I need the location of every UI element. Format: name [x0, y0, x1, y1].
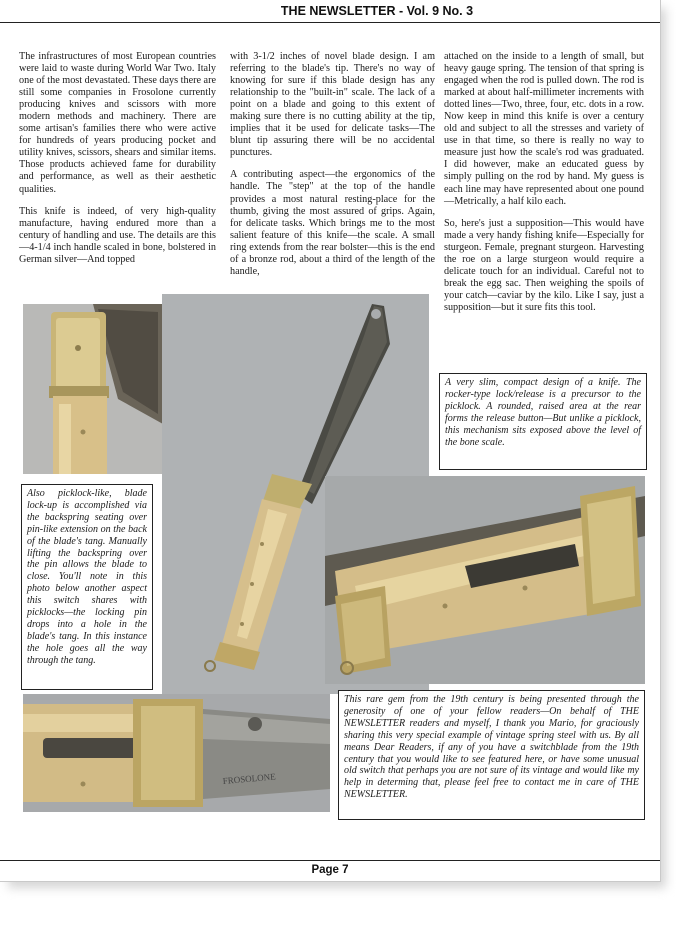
- caption-picklock: Also picklock-like, blade lock-up is accomplished via the backspring seating over pin-like extension on the back of the blade's tang. Manually lifting the backspring over the pin allows the blade to close. You'll note in this photo below another aspect this switch shares with picklocks—the locking pin drops into a hole in the blade's tang. In this instance the hole goes all the way through the tang.: [21, 484, 153, 690]
- photo-bolster-closeup: [23, 304, 163, 474]
- text-column-3: [444, 51, 644, 324]
- photo-knife-closed: [325, 476, 645, 684]
- header-rule: [0, 22, 660, 23]
- caption-rocker-lock: A very slim, compact design of a knife. The rocker-type lock/release is a precursor to the picklock. A rounded, raised area at the rear forms the release button—But unlike a picklock, this mechanism sits exposed above the level of the bone scale.: [439, 373, 647, 470]
- text-column-2: [230, 51, 435, 288]
- paragraph: with 3-1/2 inches of novel blade design. I am referring to the blade's tip. There's no way of knowing for sure if this blade design has any relationship to the "built-in" scale. The lack of a point on a blade and going to this extent of making sure there is no cutting ability at the tip, implies that it be used for delicate tasks—The blunt tip assuring there will be no accidental punctures.: [230, 51, 435, 159]
- text-column-1: [19, 51, 216, 276]
- footer-rule: [0, 860, 660, 861]
- blade-stamp-text: FROSOLONE: [222, 771, 276, 786]
- paragraph: The infrastructures of most European countries were laid to waste during World War Two. Italy one of the most devastated. These days there are still some companies in Frosolone currently producing knives and scissors with more modern methods and machinery. There are some artisan's families there who were active for hundreds of years producing pocket and utility knives, scissors, shears and similar items. Those products achieved fame for durability and performance, as well as their aesthetic qualities.: [19, 51, 216, 195]
- photo-blade-stamp: [23, 694, 330, 812]
- paragraph: So, here's just a supposition—This would have made a very handy fishing knife—Especially for sturgeon. Female, pregnant sturgeon. Harvesting the roe on a large sturgeon would require a delicate touch for an individual. Careful not to break the egg sac. Then weighing the spoils of your catch—caviar by the kilo. Like I say, just a supposition—but it sure fits this tool.: [444, 217, 644, 313]
- paragraph: attached on the inside to a length of small, but heavy gauge spring. The tension of that spring is engaged when the rod is pulled down. The rod is marked at about half-millimeter increments with dotted lines—Two, three, four, etc. dots in a row. Now keep in mind this knife is over a century old and subject to all the stresses and variety of use in that time, so there is really no way to measure just how the scale's rod was graduated. I did however, make an educated guess by simply pulling on the rod by hand. My guess is each line may have represented about one pound—Metrically, a half kilo each.: [444, 51, 644, 207]
- page-number: Page 7: [311, 864, 349, 876]
- page-header-title: THE NEWSLETTER - Vol. 9 No. 3: [280, 4, 474, 18]
- paragraph: A contributing aspect—the ergonomics of the handle. The "step" at the top of the handle provides a most natural resting-place for the thumb, giving the most assured of grips. Again, for delicate tasks. Which brings me to the most salient feature of this knife—the scale. A small ring extends from the rear bolster—this is the end of a bronze rod, about a third of the length of the handle,: [230, 169, 435, 277]
- caption-rare-gem: This rare gem from the 19th century is being presented through the generosity of one of your fellow readers—On behalf of THE NEWSLETTER readers and myself, I thank you Mario, for graciously sharing this very special example of vintage spring steel with us. By all means Dear Readers, if any of you have a switchblade from the 19th century that you would like to see featured here, or have some unusual old switch that perhaps you are not sure of its vintage and would like my help in determing that, please feel free to contact me in care of THE NEWSLETTER.: [338, 690, 645, 820]
- paragraph: This knife is indeed, of very high-quality manufacture, having endured more than a century of handling and use. The details are this—4-1/4 inch handle scaled in bone, bolstered in German silver—And topped: [19, 205, 216, 265]
